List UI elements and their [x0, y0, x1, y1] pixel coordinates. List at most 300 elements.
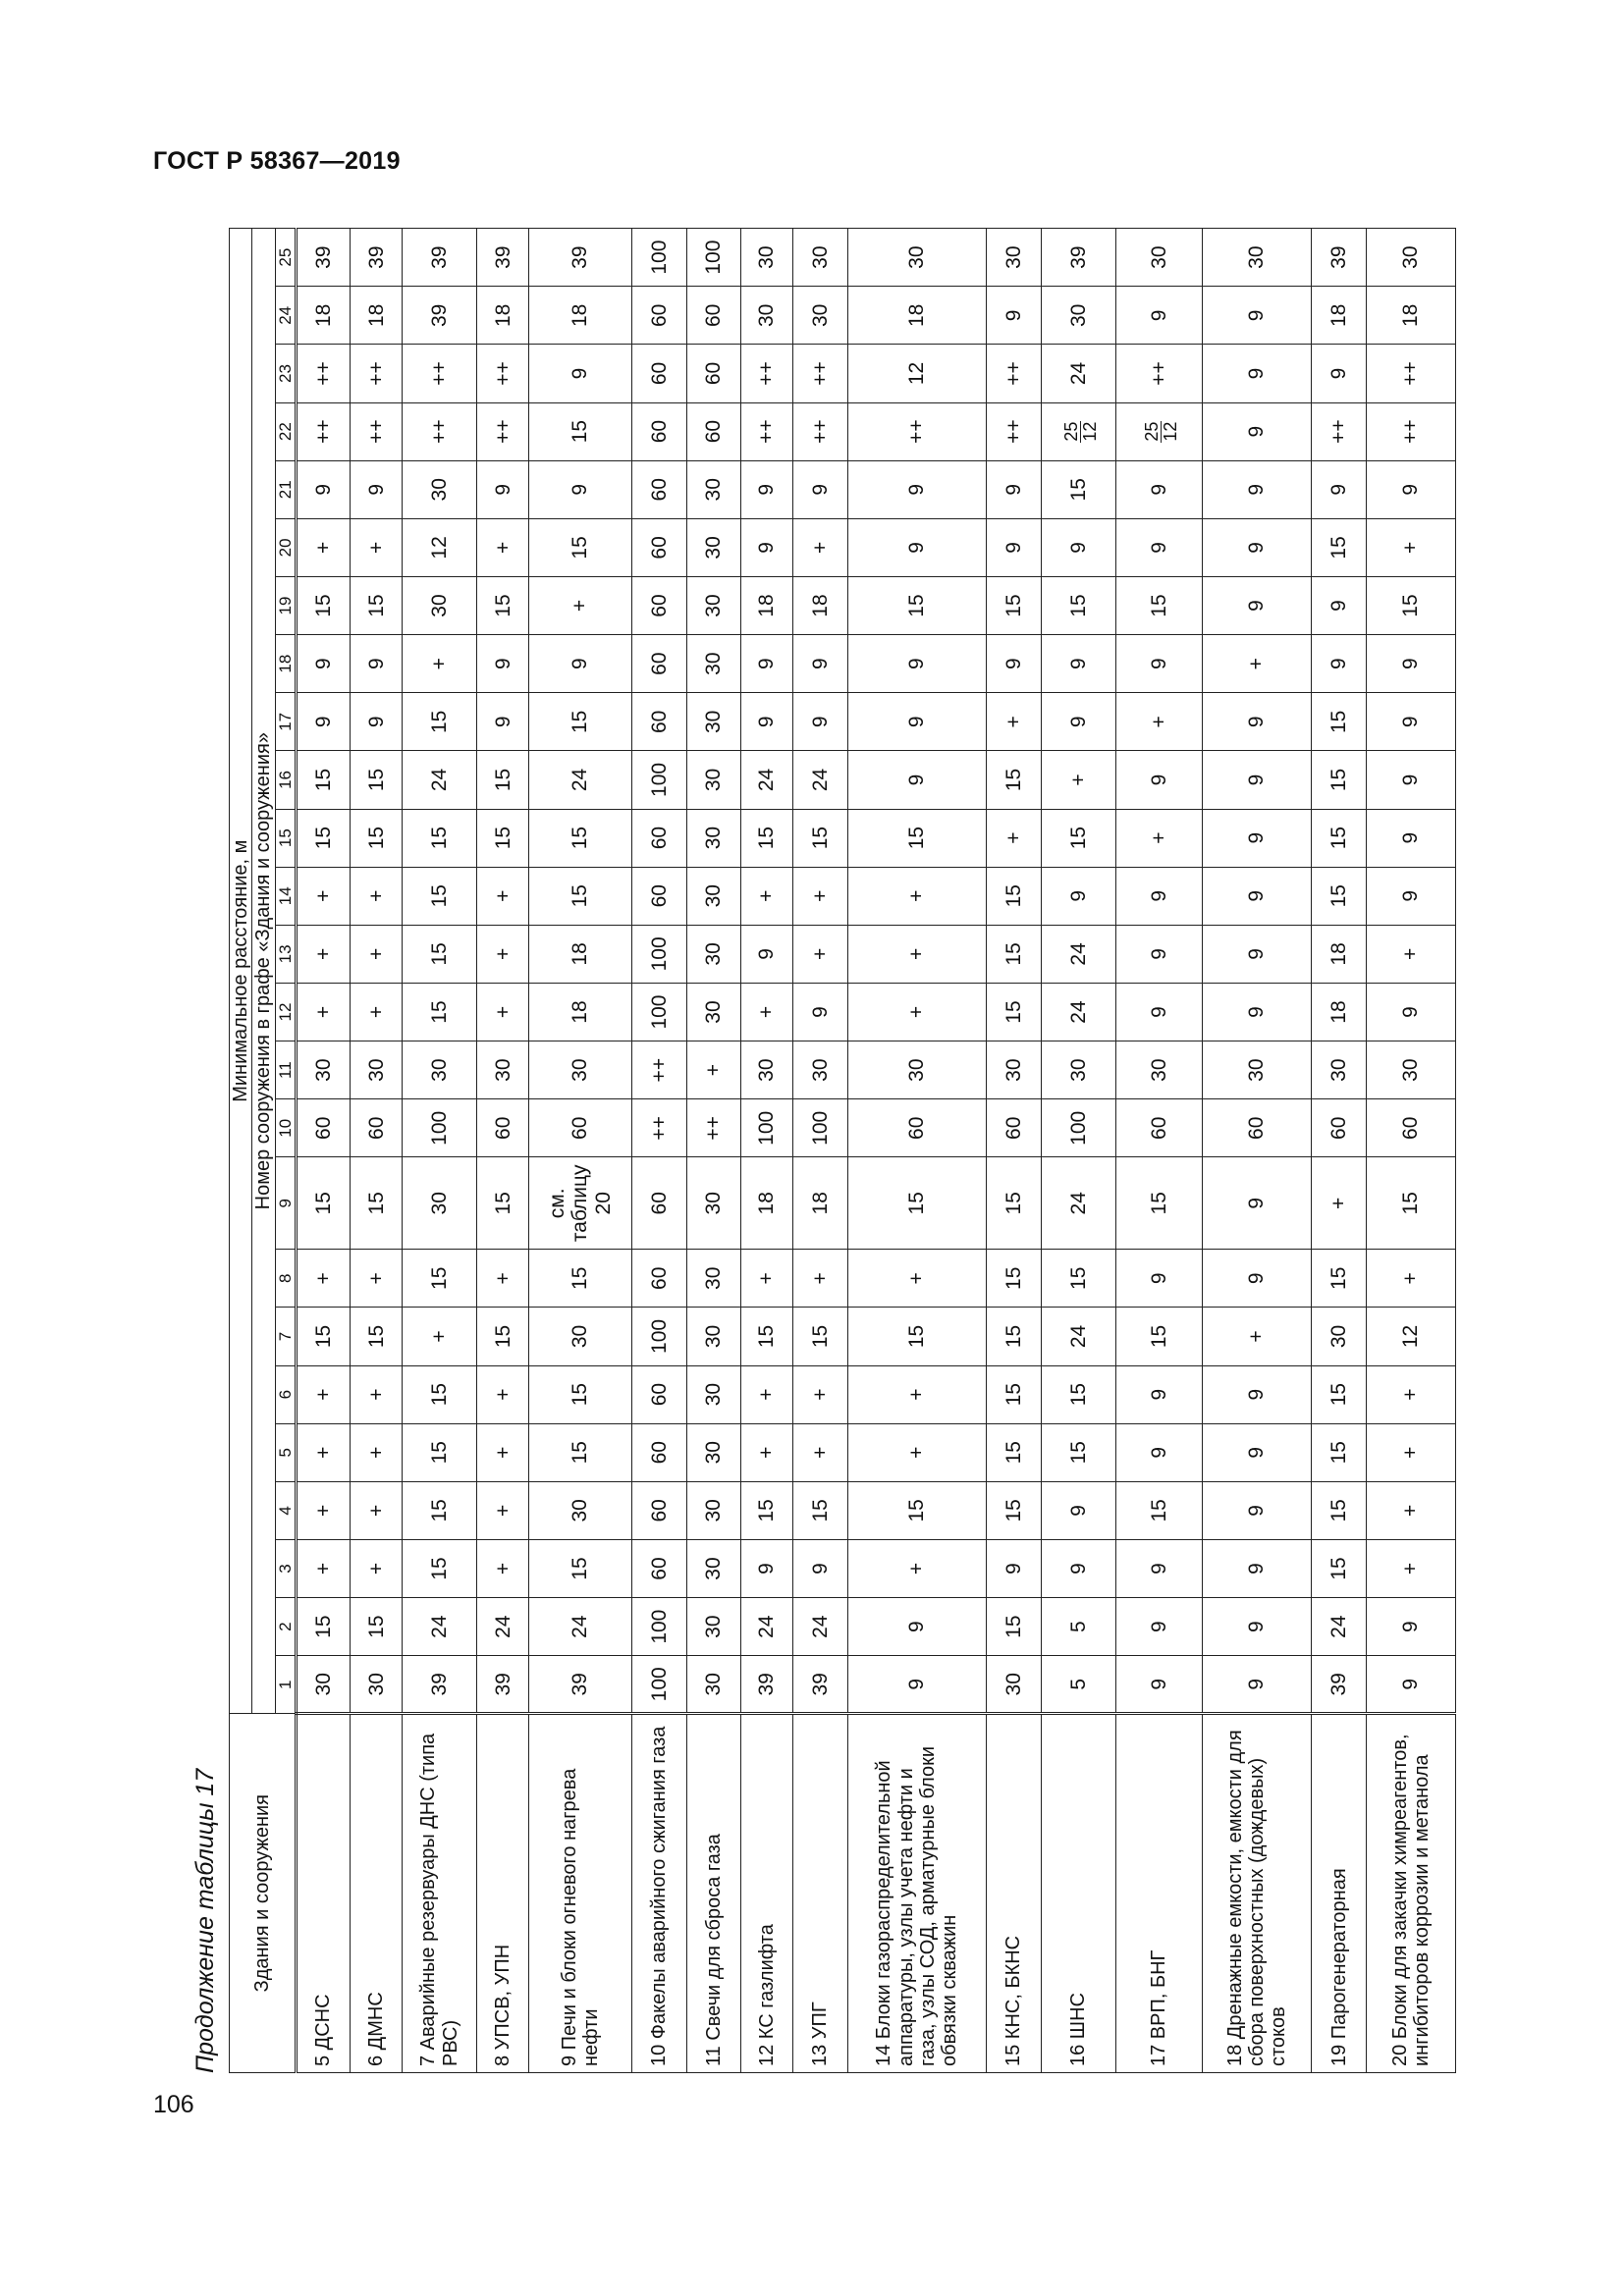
table-cell: +	[296, 1539, 351, 1597]
table-cell: 18	[1312, 925, 1367, 983]
table-cell: 15	[987, 1481, 1042, 1539]
table-cell: 15	[403, 1365, 477, 1423]
table-cell: 24	[529, 751, 632, 809]
table-cell: 9	[1367, 751, 1456, 809]
table-row	[403, 229, 477, 2073]
table-cell: 15	[793, 809, 848, 867]
table-cell: 18	[296, 287, 351, 345]
table-cell: 24	[1041, 345, 1115, 402]
table-cell: 30	[987, 1041, 1042, 1099]
table-cell: 100	[632, 1598, 687, 1656]
table-cell: 9	[1203, 576, 1312, 634]
table-cell: 60	[632, 460, 687, 518]
table-cell: 60	[632, 1481, 687, 1539]
table-cell: 9	[1041, 693, 1115, 751]
table-cell: 30	[987, 229, 1042, 287]
table-cell: 9	[1116, 287, 1203, 345]
table-cell: 9	[1116, 925, 1203, 983]
table-cell: 60	[632, 287, 687, 345]
table-cell: +	[351, 1539, 403, 1597]
table-cell: ++	[741, 402, 793, 460]
column-number: 15	[275, 809, 296, 867]
column-number: 11	[275, 1041, 296, 1099]
table-cell: 15	[1116, 1481, 1203, 1539]
table-cell: 9	[847, 751, 986, 809]
column-number: 21	[275, 460, 296, 518]
table-cell: 9	[847, 518, 986, 576]
table-cell: +	[847, 1250, 986, 1308]
table-cell: 30	[351, 1041, 403, 1099]
table-cell: 9	[1203, 287, 1312, 345]
table-cell: 24	[1041, 1157, 1115, 1250]
table-cell: 15	[529, 693, 632, 751]
column-number: 6	[275, 1365, 296, 1423]
table-cell: 39	[477, 1656, 529, 1714]
table-cell: 15	[296, 576, 351, 634]
column-number: 8	[275, 1250, 296, 1308]
table-cell: 9	[1116, 518, 1203, 576]
table-cell: 9	[987, 518, 1042, 576]
column-number: 13	[275, 925, 296, 983]
table-cell: 9	[1203, 751, 1312, 809]
table-cell: +	[529, 576, 632, 634]
table-cell: 15	[477, 1157, 529, 1250]
table-cell: 15	[793, 1308, 848, 1365]
table-cell: 9	[1116, 867, 1203, 925]
table-cell: 60	[351, 1099, 403, 1157]
table-cell: 9	[741, 518, 793, 576]
table-cell: 9	[529, 635, 632, 693]
table-cell: +	[296, 1365, 351, 1423]
table-cell: 15	[529, 867, 632, 925]
table-cell: 30	[529, 1041, 632, 1099]
table-cell: 15	[1041, 460, 1115, 518]
table-cell: 9	[1116, 460, 1203, 518]
table-cell: 15	[847, 1157, 986, 1250]
table-cell: 30	[741, 1041, 793, 1099]
table-cell: 18	[1367, 287, 1456, 345]
table-cell: 15	[296, 751, 351, 809]
table-cell: ++	[987, 402, 1042, 460]
row-name: 12 КС газлифта	[741, 1714, 793, 2073]
document-header: ГОСТ Р 58367—2019	[153, 147, 401, 175]
table-header-row-1	[230, 229, 252, 2073]
table-cell: +	[296, 1481, 351, 1539]
table-cell: 9	[741, 1539, 793, 1597]
table-cell: 39	[1312, 229, 1367, 287]
table-cell: 60	[987, 1099, 1042, 1157]
table-cell: 9	[793, 460, 848, 518]
table-cell: 15	[1116, 576, 1203, 634]
table-cell: 15	[1041, 1250, 1115, 1308]
table-cell: 24	[477, 1598, 529, 1656]
table-cell: 30	[686, 576, 741, 634]
fraction-value: 25 12	[1141, 421, 1180, 442]
table-cell: +	[793, 925, 848, 983]
table-cell: 24	[1041, 1308, 1115, 1365]
table-cell: 30	[1367, 229, 1456, 287]
table-cell: ++	[296, 345, 351, 402]
table-cell: 30	[686, 1481, 741, 1539]
row-name: 18 Дренажные емкости, емкости для сбора поверхностных (дождевых) стоков	[1203, 1714, 1312, 2073]
table-cell: 100	[741, 1099, 793, 1157]
table-cell: 30	[403, 576, 477, 634]
table-cell: 9	[1041, 635, 1115, 693]
table-cell: 9	[1203, 460, 1312, 518]
table-cell: 15	[987, 1598, 1042, 1656]
column-number: 25	[275, 229, 296, 287]
table-cell: 30	[1041, 1041, 1115, 1099]
table-cell: 39	[793, 1656, 848, 1714]
table-row	[1203, 229, 1312, 2073]
table-cell: +	[1367, 1423, 1456, 1481]
table-cell: 9	[529, 460, 632, 518]
table-cell: 30	[686, 1656, 741, 1714]
column-number: 18	[275, 635, 296, 693]
table-row	[1041, 229, 1115, 2073]
table-cell: 30	[686, 751, 741, 809]
table-cell: 9	[793, 635, 848, 693]
table-cell: 24	[529, 1598, 632, 1656]
table-cell: 60	[632, 345, 687, 402]
table-cell: 9	[1116, 1539, 1203, 1597]
table-cell: ++	[351, 402, 403, 460]
table-cell: +	[477, 1481, 529, 1539]
table-cell: 15	[847, 576, 986, 634]
table-cell: 15	[1312, 1539, 1367, 1597]
table-cell: 15	[1367, 1157, 1456, 1250]
table-cell: ++	[632, 1041, 687, 1099]
table-cell: 100	[686, 229, 741, 287]
table-row	[351, 229, 403, 2073]
table-cell: +	[477, 1539, 529, 1597]
table-cell: 60	[686, 287, 741, 345]
table-cell: +	[741, 1423, 793, 1481]
table-cell: 100	[632, 751, 687, 809]
table-cell: 30	[1367, 1041, 1456, 1099]
table-row	[847, 229, 986, 2073]
table-cell: 15	[296, 1598, 351, 1656]
table-cell: 60	[632, 518, 687, 576]
table-cell: +	[351, 1481, 403, 1539]
table-cell: 60	[529, 1099, 632, 1157]
table-cell: 60	[1367, 1099, 1456, 1157]
table-cell: 39	[351, 229, 403, 287]
table-cell: 30	[686, 1365, 741, 1423]
table-cell: 9	[1203, 925, 1312, 983]
row-name: 19 Парогенераторная	[1312, 1714, 1367, 2073]
table-cell: 15	[741, 1308, 793, 1365]
table-cell: 39	[1041, 229, 1115, 287]
table-cell: +	[403, 1308, 477, 1365]
table-cell: 30	[686, 635, 741, 693]
table-cell: +	[351, 1250, 403, 1308]
row-name: 5 ДСНС	[296, 1714, 351, 2073]
table-cell: 9	[1367, 1598, 1456, 1656]
table-cell: 60	[296, 1099, 351, 1157]
table-cell: 15	[1041, 809, 1115, 867]
table-cell: 60	[632, 1157, 687, 1250]
table-cell: 30	[987, 1656, 1042, 1714]
table-cell: 15	[847, 809, 986, 867]
table-cell: 60	[686, 345, 741, 402]
table-cell: 9	[1116, 1656, 1203, 1714]
table-cell: 24	[793, 1598, 848, 1656]
table-cell: 9	[1203, 867, 1312, 925]
table-cell: 15	[529, 809, 632, 867]
table-cell: 30	[296, 1041, 351, 1099]
table-cell: 15	[1312, 1423, 1367, 1481]
table-cell: +	[1367, 1250, 1456, 1308]
table-cell: 9	[1203, 1157, 1312, 1250]
table-cell: ++	[987, 345, 1042, 402]
table-cell: 15	[351, 1598, 403, 1656]
table-row	[1116, 229, 1203, 2073]
table-cell: 9	[1203, 518, 1312, 576]
table-cell: ++	[477, 402, 529, 460]
table-cell: 15	[403, 925, 477, 983]
table-cell: ++	[403, 345, 477, 402]
table-cell: 30	[529, 1308, 632, 1365]
table-cell: 9	[741, 635, 793, 693]
table-cell: +	[477, 867, 529, 925]
table-cell: 15	[529, 1250, 632, 1308]
table-cell: 9	[1367, 809, 1456, 867]
table-cell: 39	[403, 229, 477, 287]
table-cell: 9	[1041, 518, 1115, 576]
table-cell: 15	[403, 809, 477, 867]
table-cell: 12	[1367, 1308, 1456, 1365]
table-cell: 18	[529, 983, 632, 1041]
table-cell: +	[296, 1423, 351, 1481]
table-cell: 15	[296, 1157, 351, 1250]
table-cell: 9	[1203, 1598, 1312, 1656]
table-cell: 100	[632, 229, 687, 287]
table-cell: 15	[1312, 1250, 1367, 1308]
table-cell: +	[296, 518, 351, 576]
table-cell: 15	[987, 576, 1042, 634]
row-name: 16 ШНС	[1041, 1714, 1115, 2073]
table-cell: +	[296, 925, 351, 983]
table-cell: 15	[1312, 809, 1367, 867]
row-name: 20 Блоки для закачки химреагентов, ингибиторов коррозии и метанола	[1367, 1714, 1456, 2073]
table-cell: 60	[632, 1539, 687, 1597]
table-cell: +	[847, 925, 986, 983]
table-cell: 9	[477, 460, 529, 518]
table-cell: 9	[793, 693, 848, 751]
table-cell: 18	[529, 925, 632, 983]
table-cell: 15	[403, 1423, 477, 1481]
table-cell: 9	[529, 345, 632, 402]
table-cell: 30	[1116, 1041, 1203, 1099]
table-cell: +	[847, 867, 986, 925]
table-cell: +	[793, 1250, 848, 1308]
table-cell: 15	[987, 1157, 1042, 1250]
row-name: 15 КНС, БКНС	[987, 1714, 1042, 2073]
table-cell: 18	[793, 576, 848, 634]
table-cell: 9	[296, 693, 351, 751]
table-cell: 15	[987, 1423, 1042, 1481]
name-column-header: Здания и сооружения	[230, 1714, 297, 2073]
table-cell: 9	[741, 925, 793, 983]
table-cell: 15	[1312, 1481, 1367, 1539]
table-cell: +	[1203, 635, 1312, 693]
table-cell: 15	[1312, 867, 1367, 925]
table-cell: 100	[632, 983, 687, 1041]
table-cell: +	[741, 983, 793, 1041]
number-header: Номер сооружения в графе «Здания и сооружения»	[252, 229, 275, 1714]
table-cell: 15	[1312, 751, 1367, 809]
table-cell: 9	[1367, 693, 1456, 751]
row-name: 11 Свечи для сброса газа	[686, 1714, 741, 2073]
table-cell: 9	[1116, 1598, 1203, 1656]
table-cell: 30	[351, 1656, 403, 1714]
table-cell: 15	[741, 809, 793, 867]
table-cell: 39	[529, 229, 632, 287]
table-cell: 15	[1312, 1365, 1367, 1423]
table-cell: 15	[529, 1365, 632, 1423]
table-cell: ++	[1367, 402, 1456, 460]
table-cell: 39	[403, 287, 477, 345]
table-cell: 9	[847, 693, 986, 751]
table-cell: 39	[1312, 1656, 1367, 1714]
table-cell: 15	[477, 809, 529, 867]
table-cell: 9	[1312, 345, 1367, 402]
table-cell: 30	[686, 1250, 741, 1308]
table-cell: 9	[793, 1539, 848, 1597]
table-row	[296, 229, 351, 2073]
table-cell: +	[477, 1250, 529, 1308]
table-cell: 15	[1116, 1308, 1203, 1365]
table-cell: 60	[1203, 1099, 1312, 1157]
table-cell: ++	[296, 402, 351, 460]
table-cell: 9	[1116, 751, 1203, 809]
table-cell: 18	[351, 287, 403, 345]
table-cell: 5	[1041, 1656, 1115, 1714]
table-cell: 30	[686, 1423, 741, 1481]
table-cell: 15	[987, 1250, 1042, 1308]
table-cell: 9	[987, 635, 1042, 693]
table-cell: см. таблицу 20	[529, 1157, 632, 1250]
table-cell: 9	[351, 693, 403, 751]
table-cell: +	[296, 983, 351, 1041]
table-cell: 24	[1041, 925, 1115, 983]
table-cell: +	[1116, 809, 1203, 867]
table-cell: 30	[686, 1598, 741, 1656]
table-cell: 9	[987, 460, 1042, 518]
table-cell: 9	[987, 1539, 1042, 1597]
table-cell: 100	[793, 1099, 848, 1157]
table-row	[793, 229, 848, 2073]
table-cell: ++	[1367, 345, 1456, 402]
table-cell: +	[351, 518, 403, 576]
table-cell: 9	[847, 635, 986, 693]
table-cell: 9	[1203, 809, 1312, 867]
table-cell: 30	[686, 1539, 741, 1597]
table-cell: 18	[741, 576, 793, 634]
table-caption: Продолжение таблицы 17	[191, 1768, 219, 2073]
column-number: 14	[275, 867, 296, 925]
column-number: 3	[275, 1539, 296, 1597]
table-cell: 30	[296, 1656, 351, 1714]
table-cell: 30	[686, 460, 741, 518]
table-cell: 15	[296, 809, 351, 867]
table-cell: 18	[529, 287, 632, 345]
table-cell: 30	[741, 229, 793, 287]
table-row	[477, 229, 529, 2073]
table-cell: +	[1367, 925, 1456, 983]
table-cell: 24	[403, 751, 477, 809]
table-cell: 24	[1041, 983, 1115, 1041]
table-cell: 60	[1312, 1099, 1367, 1157]
distance-header: Минимальное расстояние, м	[230, 229, 252, 1714]
table-cell: 9	[351, 460, 403, 518]
table-cell: 30	[741, 287, 793, 345]
table-cell: ++	[1116, 345, 1203, 402]
column-number: 16	[275, 751, 296, 809]
table-cell: 5	[1041, 1598, 1115, 1656]
table-cell: ++	[741, 345, 793, 402]
table-cell: 30	[403, 1157, 477, 1250]
table-cell: +	[741, 1365, 793, 1423]
column-number: 5	[275, 1423, 296, 1481]
table-cell: 9	[847, 1656, 986, 1714]
row-name: 10 Факелы аварийного сжигания газа	[632, 1714, 687, 2073]
table-cell: 39	[741, 1656, 793, 1714]
table-cell: +	[477, 518, 529, 576]
table-cell: 9	[1367, 1656, 1456, 1714]
table-cell: 30	[686, 867, 741, 925]
table-cell: 30	[793, 229, 848, 287]
table-cell: 18	[847, 287, 986, 345]
table-cell: 24	[403, 1598, 477, 1656]
table-cell: +	[1367, 518, 1456, 576]
rotated-table-page	[191, 228, 1456, 2073]
row-name: 14 Блоки газораспределительной аппаратуры, узлы учета нефти и газа, узлы СОД, арматурные блоки обвязки скважин	[847, 1714, 986, 2073]
table-row	[741, 229, 793, 2073]
table-cell: 15	[987, 867, 1042, 925]
table-cell: 15	[1041, 1423, 1115, 1481]
table-cell: 9	[1116, 635, 1203, 693]
column-number: 1	[275, 1656, 296, 1714]
table-cell: +	[1116, 693, 1203, 751]
table-cell: 15	[987, 1365, 1042, 1423]
table-cell: 39	[529, 1656, 632, 1714]
table-cell: 100	[403, 1099, 477, 1157]
table-cell: 15	[477, 576, 529, 634]
table-cell: 39	[403, 1656, 477, 1714]
table-cell: 9	[1116, 1250, 1203, 1308]
table-cell: +	[351, 867, 403, 925]
table-cell: 30	[847, 229, 986, 287]
table-cell: 100	[1041, 1099, 1115, 1157]
column-number: 23	[275, 345, 296, 402]
table-row	[529, 229, 632, 2073]
table-cell: 9	[987, 287, 1042, 345]
table-cell: 9	[477, 635, 529, 693]
table-cell: 15	[1312, 518, 1367, 576]
column-number: 10	[275, 1099, 296, 1157]
table-cell: +	[847, 1423, 986, 1481]
table-cell: 30	[1116, 229, 1203, 287]
table-cell: 30	[529, 1481, 632, 1539]
table-cell: 9	[847, 1598, 986, 1656]
table-cell: +	[793, 867, 848, 925]
table-cell: 15	[793, 1481, 848, 1539]
table-cell: ++	[793, 345, 848, 402]
row-name: 8 УПСВ, УПН	[477, 1714, 529, 2073]
column-number: 9	[275, 1157, 296, 1250]
